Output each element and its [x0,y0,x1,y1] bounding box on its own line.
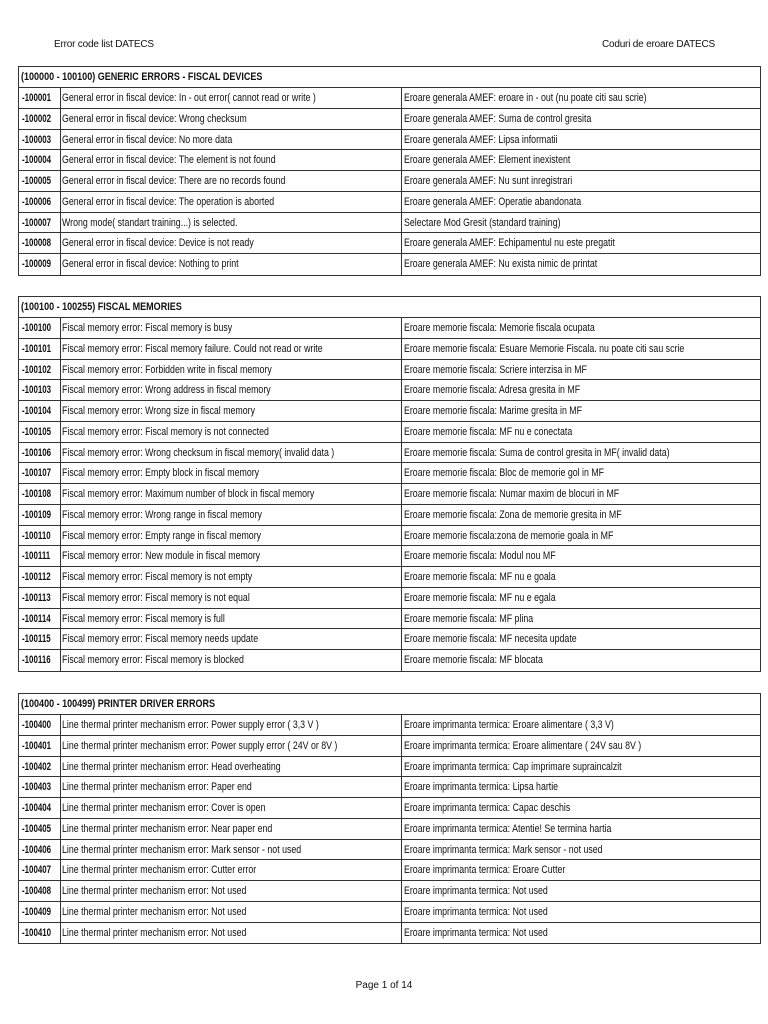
error-code: -100409 [22,905,52,918]
error-description-en: Fiscal memory error: Fiscal memory is not connected [62,425,269,438]
error-description-ro: Eroare imprimanta termica: Not used [404,926,548,939]
error-description-ro-cell [402,757,760,777]
error-code-cell [19,902,61,922]
error-description-ro: Eroare imprimanta termica: Atentie! Se termina hartia [404,822,612,835]
error-code-cell [19,443,61,463]
error-code: -100114 [22,612,51,625]
error-code-cell [19,88,61,108]
error-description-ro-cell [402,130,760,150]
section-title-text: (100100 - 100255) FISCAL MEMORIES [21,301,182,313]
error-code: -100402 [22,760,52,773]
table-row [19,567,760,588]
error-code: -100112 [22,571,51,583]
table-row [19,609,760,630]
header-left-title: Error code list DATECS [54,39,154,50]
error-description-en-cell [61,109,402,129]
error-description-en-cell [61,840,402,860]
error-code-cell [19,484,61,504]
error-description-ro-cell [402,526,760,546]
error-description-en-cell [61,629,402,649]
error-code: -100400 [22,719,52,731]
error-description-ro: Eroare imprimanta termica: Eroare alimentare ( 24V sau 8V ) [404,739,642,752]
error-code-cell [19,736,61,756]
error-code-cell [19,463,61,483]
error-code-cell [19,109,61,129]
error-description-ro-cell [402,318,760,338]
error-description-en: Fiscal memory error: Forbidden write in fiscal memory [62,363,272,376]
error-description-en: General error in fiscal device: The element is not found [62,154,276,167]
error-code-cell [19,360,61,380]
error-description-ro: Eroare memorie fiscala: Suma de control gresita in MF( invalid data) [404,446,670,459]
table-row [19,422,760,443]
error-code: -100005 [22,175,52,187]
error-description-ro: Eroare memorie fiscala: Modul nou MF [404,550,556,563]
error-description-en-cell [61,88,402,108]
error-code-cell [19,254,61,275]
table-row [19,526,760,547]
table-row [19,715,760,736]
table-row [19,443,760,464]
error-description-en: Fiscal memory error: Fiscal memory is not equal [62,591,250,604]
error-description-ro-cell [402,463,760,483]
table-row [19,840,760,861]
error-code: -100009 [22,258,52,270]
error-code-cell [19,757,61,777]
error-description-en: Fiscal memory error: Wrong address in fiscal memory [62,384,271,397]
error-description-en-cell [61,923,402,944]
error-description-en: General error in fiscal device: The operation is aborted [62,195,275,208]
error-description-en: General error in fiscal device: Wrong checksum [62,112,247,125]
error-description-ro: Eroare memorie fiscala: MF nu e egala [404,591,556,604]
table-row [19,380,760,401]
table-row [19,484,760,505]
table-row [19,463,760,484]
error-description-ro: Eroare imprimanta termica: Capac deschis [404,802,571,814]
error-code-cell [19,923,61,944]
error-description-ro: Eroare memorie fiscala: MF necesita update [404,633,577,646]
error-description-en-cell [61,484,402,504]
error-description-ro: Eroare memorie fiscala: MF blocata [404,654,543,666]
error-description-en-cell [61,318,402,338]
table-row [19,109,760,130]
table-row [19,130,760,151]
error-description-ro: Eroare memorie fiscala: Marime gresita in MF [404,405,583,417]
error-description-en: Line thermal printer mechanism error: Not used [62,885,247,897]
error-description-ro: Eroare generala AMEF: Nu sunt inregistrari [404,175,573,187]
table-row [19,777,760,798]
error-description-ro: Eroare generala AMEF: Element inexistent [404,154,571,167]
error-code-cell [19,650,61,671]
error-description-en-cell [61,150,402,170]
table-row [19,902,760,923]
error-code-cell [19,840,61,860]
error-description-en: General error in fiscal device: Device is not ready [62,237,254,250]
error-code: -100401 [22,739,52,752]
error-code-cell [19,526,61,546]
error-description-ro: Eroare memorie fiscala: Numar maxim de blocuri in MF [404,488,620,500]
error-description-ro: Selectare Mod Gresit (standard training) [404,216,561,229]
error-code-cell [19,609,61,629]
error-description-en: General error in fiscal device: In - out error( cannot read or write ) [62,92,316,104]
error-description-en: General error in fiscal device: No more data [62,133,233,146]
error-description-ro: Eroare memorie fiscala: MF nu e conectata [404,425,573,438]
error-code: -100103 [22,384,52,397]
error-code: -100408 [22,885,52,897]
error-description-en-cell [61,213,402,233]
error-description-en-cell [61,401,402,421]
error-code-cell [19,860,61,880]
error-description-ro-cell [402,609,760,629]
error-description-ro: Eroare generala AMEF: Nu exista nimic de printat [404,258,598,270]
error-description-en: Fiscal memory error: Fiscal memory needs update [62,633,259,646]
error-code-cell [19,546,61,566]
error-description-en: Fiscal memory error: Fiscal memory failure. Could not read or write [62,342,323,355]
error-code: -100111 [22,550,51,563]
section-title [19,297,760,318]
error-description-en-cell [61,171,402,191]
error-description-ro-cell [402,567,760,587]
error-description-ro-cell [402,213,760,233]
error-description-ro-cell [402,923,760,944]
error-description-en: Line thermal printer mechanism error: Power supply error ( 3,3 V ) [62,719,319,731]
error-description-en: Fiscal memory error: Wrong size in fiscal memory [62,405,255,417]
section-title [19,67,760,88]
section-fiscal-memories [18,296,761,672]
error-description-ro-cell [402,380,760,400]
error-description-en: Line thermal printer mechanism error: Near paper end [62,822,273,835]
error-code-cell [19,505,61,525]
error-description-ro: Eroare imprimanta termica: Not used [404,905,548,918]
error-description-ro-cell [402,360,760,380]
header-right-title: Coduri de eroare DATECS [601,39,715,50]
error-description-en-cell [61,233,402,253]
error-description-ro: Eroare generala AMEF: Suma de control gresita [404,112,592,125]
error-description-ro-cell [402,860,760,880]
error-code-cell [19,130,61,150]
error-description-ro: Eroare memorie fiscala: Esuare Memorie Fiscala. nu poate citi sau scrie [404,342,685,355]
error-description-ro-cell [402,777,760,797]
error-description-en: Line thermal printer mechanism error: Paper end [62,781,252,794]
error-code: -100115 [22,633,51,646]
error-code: -100109 [22,508,52,521]
table-row [19,629,760,650]
error-description-ro-cell [402,339,760,359]
error-code: -100116 [22,654,51,666]
error-description-en-cell [61,192,402,212]
error-description-en: Line thermal printer mechanism error: Cover is open [62,802,266,814]
error-code: -100106 [22,446,52,459]
section-title-text: (100400 - 100499) PRINTER DRIVER ERRORS [21,698,216,710]
error-code-cell [19,819,61,839]
error-description-en-cell [61,254,402,275]
error-description-en: General error in fiscal device: There are no records found [62,175,286,187]
error-code-cell [19,881,61,901]
error-description-en: Line thermal printer mechanism error: Mark sensor - not used [62,843,302,856]
error-code: -100104 [22,405,52,417]
error-description-ro: Eroare memorie fiscala: MF nu e goala [404,571,556,583]
error-description-en-cell [61,609,402,629]
error-description-en: Fiscal memory error: Fiscal memory is not empty [62,571,253,583]
error-code-cell [19,339,61,359]
error-description-en-cell [61,443,402,463]
error-description-en: Line thermal printer mechanism error: Power supply error ( 24V or 8V ) [62,739,338,752]
error-description-en-cell [61,736,402,756]
error-description-en-cell [61,757,402,777]
error-description-en-cell [61,567,402,587]
error-description-ro-cell [402,150,760,170]
table-row [19,860,760,881]
error-description-ro: Eroare memorie fiscala:zona de memorie goala in MF [404,529,614,542]
error-description-en: Fiscal memory error: Fiscal memory is blocked [62,654,244,666]
error-description-ro-cell [402,484,760,504]
error-code: -100403 [22,781,52,794]
error-description-ro: Eroare memorie fiscala: Adresa gresita in MF [404,384,581,397]
error-code: -100110 [22,529,51,542]
error-description-ro-cell [402,840,760,860]
error-description-ro: Eroare generala AMEF: eroare in - out (nu poate citi sau scrie) [404,92,647,104]
error-description-ro: Eroare memorie fiscala: MF plina [404,612,534,625]
error-code-cell [19,213,61,233]
error-description-ro-cell [402,588,760,608]
error-description-ro: Eroare memorie fiscala: Memorie fiscala ocupata [404,322,595,334]
error-code: -100101 [22,342,52,355]
error-description-ro-cell [402,88,760,108]
error-description-en: Fiscal memory error: Wrong checksum in fiscal memory( invalid data ) [62,446,335,459]
error-description-ro-cell [402,505,760,525]
error-code-cell [19,401,61,421]
error-code-cell [19,422,61,442]
error-description-ro: Eroare imprimanta termica: Not used [404,885,548,897]
table-row [19,88,760,109]
error-code-cell [19,567,61,587]
table-row [19,736,760,757]
table-row [19,401,760,422]
error-code: -100007 [22,216,52,229]
error-code: -100406 [22,843,52,856]
error-code-cell [19,318,61,338]
error-description-en: Line thermal printer mechanism error: Not used [62,905,247,918]
error-description-en: Line thermal printer mechanism error: Not used [62,926,247,939]
table-row [19,881,760,902]
error-description-en-cell [61,902,402,922]
error-description-en: Fiscal memory error: Empty range in fiscal memory [62,529,262,542]
error-description-ro-cell [402,443,760,463]
error-description-en-cell [61,422,402,442]
error-description-ro: Eroare memorie fiscala: Scriere interzisa in MF [404,363,587,376]
error-description-en-cell [61,463,402,483]
error-description-ro-cell [402,819,760,839]
error-code: -100008 [22,237,52,250]
error-description-en-cell [61,526,402,546]
error-description-en: Line thermal printer mechanism error: Cutter error [62,864,257,877]
table-row [19,588,760,609]
error-code-cell [19,150,61,170]
table-row [19,798,760,819]
table-row [19,213,760,234]
error-code-cell [19,798,61,818]
table-row [19,360,760,381]
error-description-en: General error in fiscal device: Nothing to print [62,258,239,270]
error-description-en-cell [61,339,402,359]
table-row [19,546,760,567]
error-description-en-cell [61,715,402,735]
table-row [19,233,760,254]
error-description-en-cell [61,380,402,400]
error-code: -100002 [22,112,52,125]
error-description-en: Fiscal memory error: Fiscal memory is busy [62,322,233,334]
table-row [19,192,760,213]
error-description-ro: Eroare generala AMEF: Echipamentul nu este pregatit [404,237,615,250]
error-description-en-cell [61,777,402,797]
error-description-ro-cell [402,254,760,275]
error-code-cell [19,171,61,191]
error-description-en: Fiscal memory error: Maximum number of block in fiscal memory [62,488,315,500]
error-description-en-cell [61,546,402,566]
error-code-cell [19,588,61,608]
error-description-ro-cell [402,902,760,922]
error-description-ro-cell [402,546,760,566]
table-row [19,923,760,944]
error-code: -100100 [22,322,52,334]
error-code: -100004 [22,154,52,167]
error-description-ro: Eroare imprimanta termica: Mark sensor - not used [404,843,603,856]
error-description-ro-cell [402,881,760,901]
table-row [19,757,760,778]
error-description-en: Fiscal memory error: Fiscal memory is full [62,612,225,625]
error-description-ro: Eroare imprimanta termica: Eroare alimentare ( 3,3 V) [404,719,614,731]
error-description-en-cell [61,588,402,608]
error-description-ro-cell [402,401,760,421]
page-number: Page 1 of 14 [355,980,413,991]
error-description-en-cell [61,860,402,880]
error-description-en-cell [61,798,402,818]
error-code-cell [19,777,61,797]
error-description-ro-cell [402,629,760,649]
table-row [19,254,760,275]
section-generic-errors [18,66,761,276]
table-row [19,150,760,171]
error-description-en-cell [61,881,402,901]
section-title-text: (100000 - 100100) GENERIC ERRORS - FISCAL DEVICES [21,71,263,83]
error-code: -100407 [22,864,52,877]
error-code: -100108 [22,488,52,500]
section-title [19,694,760,715]
error-code: -100405 [22,822,52,835]
error-code: -100003 [22,133,52,146]
error-code: -100410 [22,926,52,939]
error-code: -100102 [22,363,52,376]
error-code: -100404 [22,802,52,814]
error-code: -100006 [22,195,52,208]
table-row [19,339,760,360]
error-description-ro-cell [402,233,760,253]
error-code: -100105 [22,425,52,438]
error-description-en: Line thermal printer mechanism error: Head overheating [62,760,281,773]
error-description-en-cell [61,360,402,380]
error-code-cell [19,380,61,400]
section-printer-driver-errors [18,693,761,944]
error-description-ro-cell [402,192,760,212]
error-code: -100113 [22,591,51,604]
table-row [19,819,760,840]
error-description-en-cell [61,130,402,150]
error-description-ro: Eroare imprimanta termica: Cap imprimare supraincalzit [404,760,622,773]
error-description-en: Fiscal memory error: New module in fiscal memory [62,550,261,563]
error-description-ro-cell [402,109,760,129]
error-description-en-cell [61,819,402,839]
error-description-en-cell [61,650,402,671]
table-row [19,318,760,339]
error-description-en: Fiscal memory error: Empty block in fiscal memory [62,467,260,480]
error-description-en: Fiscal memory error: Wrong range in fiscal memory [62,508,262,521]
error-description-ro: Eroare memorie fiscala: Bloc de memorie gol in MF [404,467,605,480]
table-row [19,650,760,671]
error-code-cell [19,715,61,735]
error-description-ro-cell [402,171,760,191]
error-code-cell [19,629,61,649]
error-description-ro-cell [402,798,760,818]
error-description-en-cell [61,505,402,525]
error-description-ro: Eroare imprimanta termica: Eroare Cutter [404,864,566,877]
error-code-cell [19,233,61,253]
error-description-ro-cell [402,650,760,671]
error-description-ro: Eroare generala AMEF: Lipsa informatii [404,133,558,146]
error-description-ro: Eroare memorie fiscala: Zona de memorie gresita in MF [404,508,622,521]
error-code: -100107 [22,467,52,480]
error-code: -100001 [22,92,52,104]
table-row [19,171,760,192]
error-description-ro-cell [402,715,760,735]
error-description-ro: Eroare generala AMEF: Operatie abandonata [404,195,582,208]
error-code-cell [19,192,61,212]
error-description-ro-cell [402,736,760,756]
error-description-ro: Eroare imprimanta termica: Lipsa hartie [404,781,559,794]
error-description-ro-cell [402,422,760,442]
error-description-en: Wrong mode( standart training...) is selected. [62,216,238,229]
table-row [19,505,760,526]
